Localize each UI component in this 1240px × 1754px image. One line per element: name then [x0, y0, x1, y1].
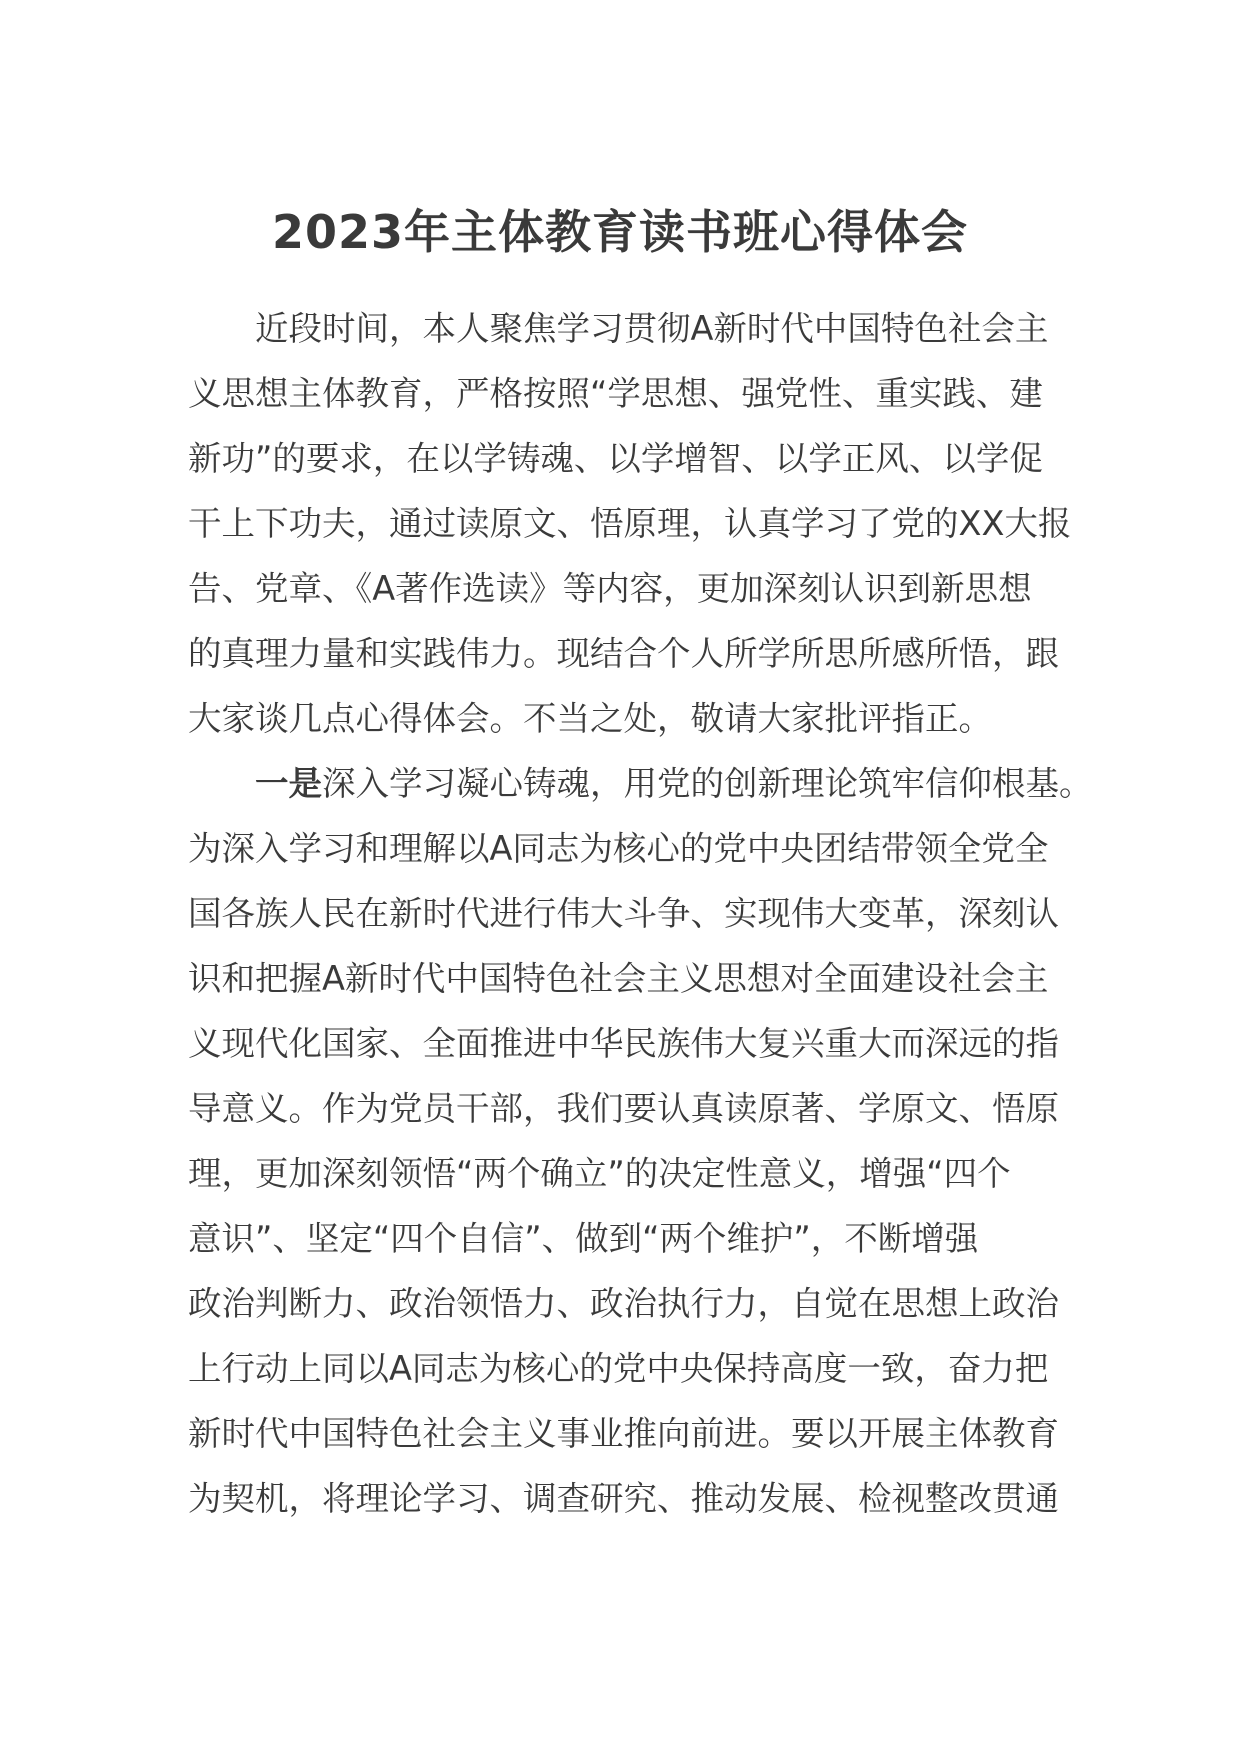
- paragraph-line: 的真理力量和实践伟力。现结合个人所学所思所感所悟，跟: [188, 634, 1059, 673]
- paragraph-line: 义思想主体教育，严格按照“学思想、强党性、重实践、建: [188, 374, 1043, 413]
- paragraph-line: 理，更加深刻领悟“两个确立”的决定性意义，增强“四个: [188, 1154, 1011, 1193]
- paragraph-line: 政治判断力、政治领悟力、政治执行力，自觉在思想上政治: [188, 1284, 1059, 1323]
- paragraph-line: 大家谈几点心得体会。不当之处，敬请大家批评指正。: [188, 699, 992, 738]
- paragraph-line: 干上下功夫，通过读原文、悟原理，认真学习了党的XX大报: [188, 504, 1072, 543]
- document-title: 2023年主体教育读书班心得体会: [271, 205, 969, 259]
- paragraph-line: 导意义。作为党员干部，我们要认真读原著、学原文、悟原: [188, 1089, 1059, 1128]
- paragraph-line: 国各族人民在新时代进行伟大斗争、实现伟大变革，深刻认: [188, 894, 1059, 933]
- point-one-heading: 深入学习凝心铸魂，用党的创新理论筑牢信仰根基。: [322, 764, 1093, 803]
- paragraph-line: 上行动上同以A同志为核心的党中央保持高度一致，奋力把: [188, 1349, 1049, 1388]
- paragraph-line: 告、党章、《A著作选读》等内容，更加深刻认识到新思想: [188, 569, 1032, 608]
- paragraph-line: 义现代化国家、全面推进中华民族伟大复兴重大而深远的指: [188, 1024, 1059, 1063]
- paragraph-line: 新功”的要求，在以学铸魂、以学增智、以学正风、以学促: [188, 439, 1043, 478]
- point-one-first-line: [188, 751, 1093, 816]
- paragraph-line: 新时代中国特色社会主义事业推向前进。要以开展主体教育: [188, 1414, 1059, 1453]
- paragraph-line: 为契机，将理论学习、调查研究、推动发展、检视整改贯通: [188, 1479, 1059, 1518]
- paragraph-line: 近段时间，本人聚焦学习贯彻A新时代中国特色社会主: [255, 309, 1049, 348]
- paragraph-line: 意识”、坚定“四个自信”、做到“两个维护”，不断增强: [188, 1219, 979, 1258]
- paragraph-line: 为深入学习和理解以A同志为核心的党中央团结带领全党全: [188, 829, 1049, 868]
- point-one-lead: 一是: [255, 764, 322, 803]
- document-body: [188, 296, 1093, 1531]
- paragraph-line: 识和把握A新时代中国特色社会主义思想对全面建设社会主: [188, 959, 1049, 998]
